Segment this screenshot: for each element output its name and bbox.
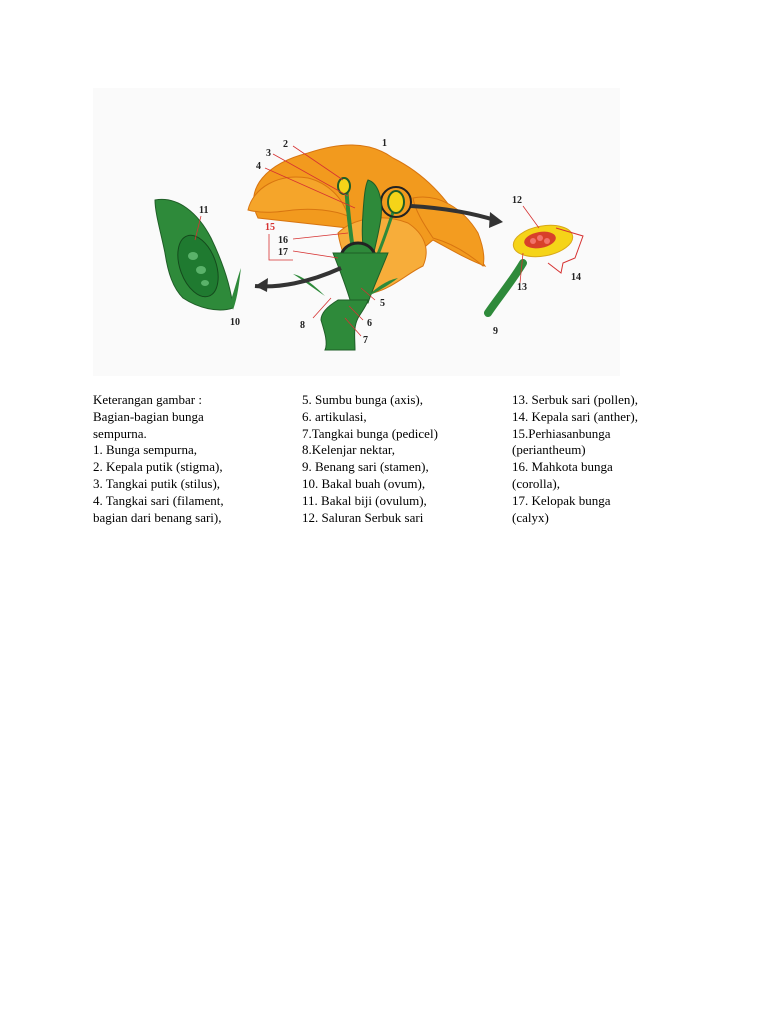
arrow-head-right <box>489 212 503 228</box>
caption-line: 6. artikulasi, <box>302 408 367 424</box>
caption-line: sempurna. <box>93 425 147 441</box>
label-6: 6 <box>367 318 372 329</box>
label-14: 14 <box>571 272 581 283</box>
caption-line: 11. Bakal biji (ovulum), <box>302 492 427 508</box>
caption-line: 5. Sumbu bunga (axis), <box>302 392 423 407</box>
ovule-spot-3 <box>201 280 209 286</box>
caption-line: bagian dari benang sari), <box>93 509 222 525</box>
label-12: 12 <box>512 195 522 206</box>
caption-line: 1. Bunga sempurna, <box>93 442 197 458</box>
caption-line: (periantheum) <box>512 442 586 458</box>
ovary-detail-tip <box>231 268 241 310</box>
pollen-grain-1 <box>530 238 536 244</box>
caption-line: 13. Serbuk sari (pollen), <box>512 392 639 407</box>
leader-line-12 <box>523 206 539 228</box>
label-8: 8 <box>300 320 305 331</box>
caption-line: 7.Tangkai bunga (pedicel) <box>302 425 438 441</box>
caption-line: 12. Saluran Serbuk sari <box>302 509 424 525</box>
caption-column-3 <box>512 392 638 526</box>
caption-line: 8.Kelenjar nektar, <box>302 442 395 458</box>
caption-column-2 <box>302 392 438 526</box>
pollen-grain-2 <box>537 235 543 241</box>
label-7: 7 <box>363 335 368 346</box>
label-9: 9 <box>493 326 498 337</box>
label-1: 1 <box>382 138 387 149</box>
caption-line: 15.Perhiasanbunga <box>512 425 611 441</box>
caption-line: Bagian-bagian bunga <box>93 408 204 424</box>
flower-diagram-svg <box>93 88 620 376</box>
caption-line: 10. Bakal buah (ovum), <box>302 475 426 491</box>
arrow-head-left <box>255 278 268 292</box>
caption-column-1 <box>93 392 224 526</box>
label-11: 11 <box>199 205 209 216</box>
caption-line: 14. Kepala sari (anther), <box>512 408 638 424</box>
anther-inner <box>388 191 404 213</box>
caption-line: 9. Benang sari (stamen), <box>302 459 429 475</box>
caption-line: (corolla), <box>512 475 561 491</box>
caption-line: 17. Kelopak bunga <box>512 492 611 508</box>
label-3: 3 <box>266 148 271 159</box>
label-17: 17 <box>278 247 288 258</box>
label-10: 10 <box>230 317 240 328</box>
label-2: 2 <box>283 139 288 150</box>
label-4: 4 <box>256 161 261 172</box>
pollen-grain-3 <box>544 238 550 244</box>
caption-line: 16. Mahkota bunga <box>512 459 613 475</box>
label-5: 5 <box>380 298 385 309</box>
leader-line-17 <box>293 251 338 258</box>
ovule-spot-1 <box>188 252 198 260</box>
arrow-to-ovary <box>255 268 341 286</box>
label-15: 15 <box>265 222 275 233</box>
caption-line: (calyx) <box>512 509 549 525</box>
caption-line: Keterangan gambar : <box>93 392 203 407</box>
caption-line: 3. Tangkai putik (stilus), <box>93 475 221 491</box>
label-13: 13 <box>517 282 527 293</box>
pedicel <box>321 300 368 350</box>
caption-line: 2. Kepala putik (stigma), <box>93 459 223 475</box>
label-16: 16 <box>278 235 288 246</box>
flower-diagram <box>93 88 620 376</box>
caption-line: 4. Tangkai sari (filament, <box>93 492 224 508</box>
ovule-spot-2 <box>196 266 206 274</box>
